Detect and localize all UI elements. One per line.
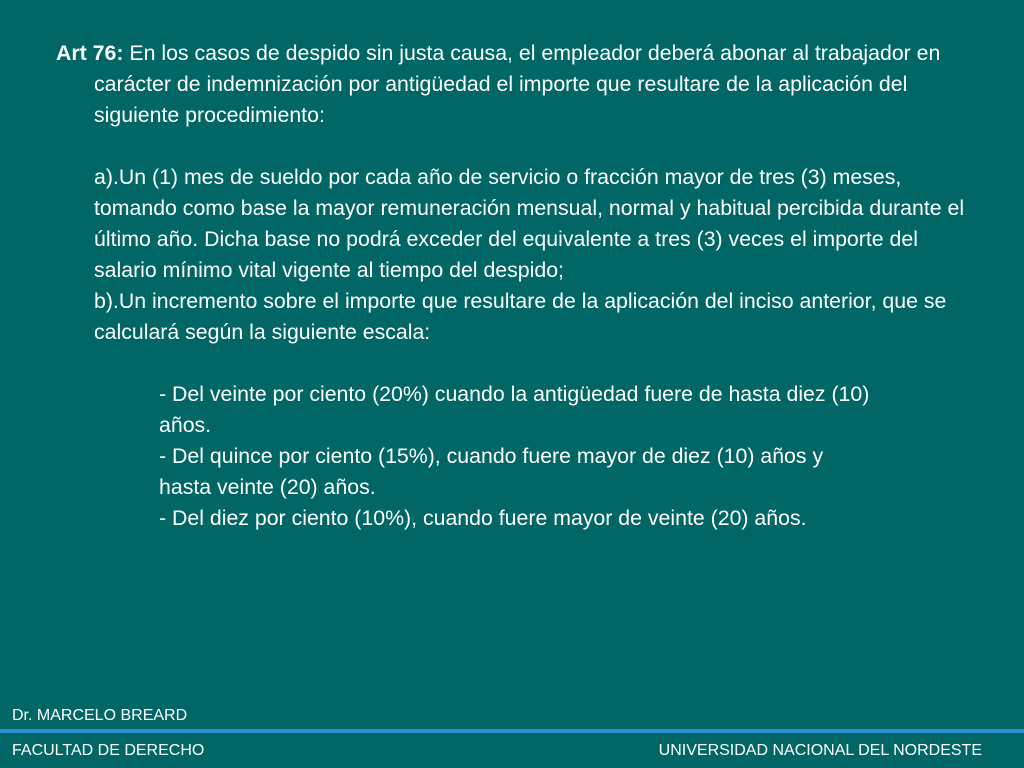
footer-faculty: FACULTAD DE DERECHO <box>12 742 205 759</box>
footer-divider <box>0 729 1024 733</box>
scale-item: - Del veinte por ciento (20%) cuando la antigüedad fuere de hasta diez (10) años. <box>159 382 870 437</box>
paragraph-spacer <box>56 131 986 162</box>
scale-list <box>56 379 879 534</box>
scale-item: - Del diez por ciento (10%), cuando fuere mayor de veinte (20) años. <box>159 506 807 530</box>
footer-university: UNIVERSIDAD NACIONAL DEL NORDESTE <box>658 742 982 759</box>
procedure-items <box>56 162 986 348</box>
scale-item: - Del quince por ciento (15%), cuando fuere mayor de diez (10) años y hasta veinte (20) años. <box>159 444 824 499</box>
article-intro-paragraph <box>56 38 986 131</box>
item-b-text: b).Un incremento sobre el importe que resultare de la aplicación del inciso anterior, que se calculará según la siguiente escala: <box>94 289 947 344</box>
footer-author: Dr. MARCELO BREARD <box>12 707 188 724</box>
item-a-text: a).Un (1) mes de sueldo por cada año de servicio o fracción mayor de tres (3) meses, tomando como base la mayor remuneración mensual, normal y habitual percibida durante el último año. Dicha base no podrá exceder del equivalente a tres (3) veces el importe del salario mínimo vital vigente al tiempo del despido; <box>94 165 965 282</box>
article-heading: Art 76: <box>56 41 124 65</box>
article-intro-text: En los casos de despido sin justa causa, el empleador deberá abonar al trabajador en carácter de indemnización por antigüedad el importe que resultare de la aplicación del siguiente procedimiento: <box>94 41 941 127</box>
paragraph-spacer <box>56 348 986 379</box>
slide-body <box>56 38 986 534</box>
